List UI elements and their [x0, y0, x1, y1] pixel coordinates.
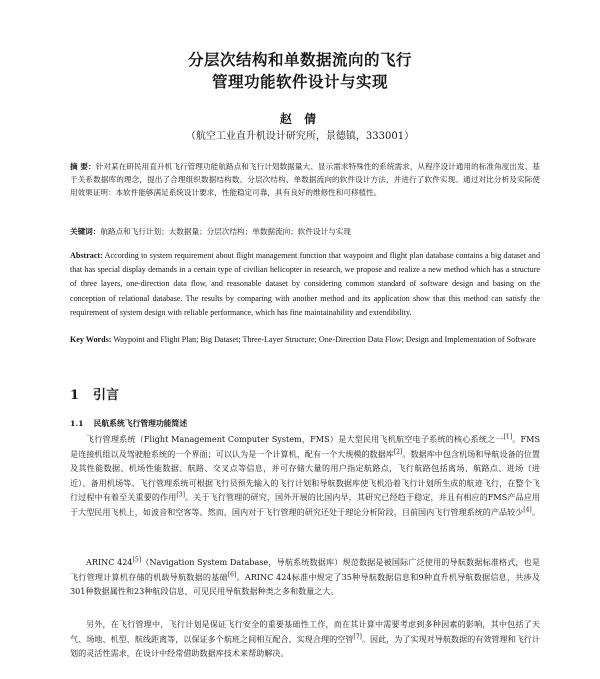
citation-ref: [2]: [393, 447, 403, 455]
author-affiliation: （航空工业直升机设计研究所，景德镇，333001）: [185, 131, 415, 142]
citation-ref: [1]: [503, 433, 513, 441]
paragraph-text: 。FMS是连接机组以及驾驶舱系统的一个界面；可以认为是一个计算机，配有一个大规模的数据库: [70, 434, 540, 459]
citation-ref: [7]: [353, 632, 362, 640]
section-title: 引言: [93, 388, 120, 403]
paragraph-text: 。因此，为了实现对导航数据的有效管理和飞行计划的灵活性需求，在设计中经常借助数据库技术来帮助解决。: [70, 633, 540, 659]
english-keywords-label: Key Words:: [70, 335, 112, 344]
paragraph-text: 另外，在飞行管理中，飞行计划是保证飞行安全的重要基础性工作，而在其计算中需要考虑到多种因素的影响，其中包括了天气、场地、机型、航线距离等，以保证多个航班之间相互配合，实现合理的空管: [70, 619, 540, 644]
english-abstract-label: Abstract:: [70, 251, 103, 260]
paper-title-line-2: 管理功能软件设计与实现: [211, 72, 388, 91]
english-abstract-text: According to system requirement about flight management function that waypoint and flight plan database contains a big dataset and that has special display demands in a certain type of civilian helicopter in research, we propose and realize a new method which has a structure of three layers, one-direction data flow, and reasonable dataset by considering common standard of software design and basing on the conception of relational database. The results by comparing with another method and its application show that this method can satisfy the requirement of system design with reliable performance, which has fine maintainability and extendibility.: [70, 251, 540, 317]
english-keywords-text: Waypoint and Flight Plan; Big Dataset; Three-Layer Structure; One-Direction Data Flow; Design and Implementation of Software: [113, 335, 536, 344]
citation-ref: [5]: [132, 556, 142, 564]
paragraph-text: 。关于飞行管理的研究，国外开展的比国内早，其研究已经趋于稳定，并且有相应的FMS产品应用于大型民用飞机上，如波音和空客等。然而，国内对于飞行管理的研究还处于理论分析阶段，目前国内飞行管理系统的产品较少: [70, 492, 540, 517]
paragraph-text: 。: [531, 506, 540, 517]
chinese-abstract-text: 针对某在研民用直升机飞行管理功能航路点和飞行计划数据量大、显示需求特殊性的系统需求，从程序设计通用的标准角度出发、基于关系数据库的理念，提出了合理组织数据结构数、分层次结构、单数据流向的软件设计方法，并进行了软件实现。通过对比分析及实际使用效果证明：本软件能够满足系统设计要求，性能稳定可靠，具有良好的维修性和可移植性。: [70, 162, 540, 198]
paragraph-text: （Navigation System Database，导航系统数据库）规范数据是被国际广泛使用的导航数据标准格式，也是飞行管理计算机存储的机载导航数据的基础: [70, 557, 540, 582]
paragraph-text: 。ARINC 424标准中规定了35种导航数据信息和9种直升机导航数据信息，共涉及301种数据属性和23种航段信息，可见民用导航数据种类之多和数量之大。: [70, 571, 540, 597]
citation-ref: [3]: [176, 491, 185, 499]
chinese-keywords: [70, 225, 540, 238]
subsection-title: 民航系统飞行管理功能简述: [93, 419, 188, 428]
body-paragraph: [70, 617, 540, 661]
subsection-heading: [70, 418, 187, 429]
citation-ref: [6]: [227, 570, 237, 578]
subsection-number: 1.1: [70, 419, 84, 428]
section-number: 1: [70, 388, 80, 403]
chinese-abstract: [70, 160, 540, 200]
chinese-keywords-text: 航路点和飞行计划；大数据量；分层次结构；单数据流向；软件设计与实现: [100, 227, 351, 236]
section-heading: [70, 384, 119, 403]
chinese-abstract-label: 摘 要：: [70, 162, 96, 171]
body-paragraph: [70, 555, 540, 599]
english-abstract: [70, 249, 540, 320]
citation-ref: [4]: [523, 506, 532, 514]
body-paragraph: [70, 432, 540, 520]
author-name: 赵 倩: [279, 112, 321, 126]
paragraph-text: ARINC 424: [86, 557, 133, 567]
paragraph-text: 。数据库中包含机场和导航设备的位置及其性能数据、机场性能数据、航路、交叉点等信息，并可存储大量的用户指定航路点，飞行航路包括离场、航路点、进场（进近）、备用机场等。飞行管理系统可根据飞行员预先输入的飞行计划和导航数据库使飞机沿着飞行计划所生成的航迹飞行，在整个飞行过程中有着至关重要的作用: [70, 448, 540, 503]
english-keywords: [70, 333, 540, 347]
chinese-keywords-label: 关键词：: [70, 227, 101, 236]
paper-title-line-1: 分层次结构和单数据流向的飞行: [187, 50, 412, 69]
paragraph-text: 飞行管理系统（Flight Management Computer System，FMS）是大型民用飞机航空电子系统的核心系统之一: [86, 434, 504, 444]
